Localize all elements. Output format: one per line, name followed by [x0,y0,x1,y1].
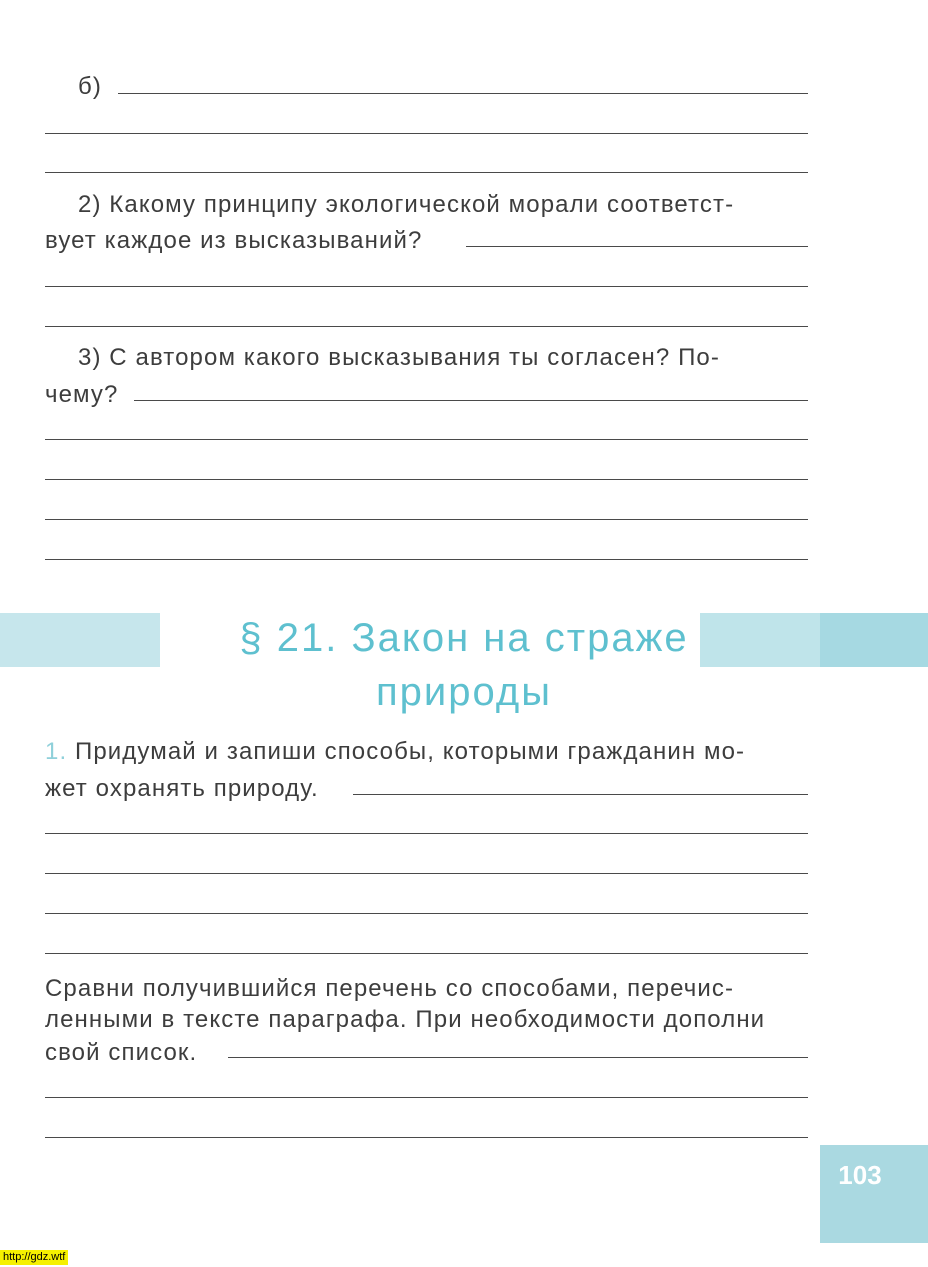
answer-line[interactable] [118,93,808,94]
answer-line[interactable] [353,794,808,795]
answer-line[interactable] [45,439,808,440]
answer-line[interactable] [45,133,808,134]
answer-line[interactable] [45,1137,808,1138]
section-heading: § 21. Закон на страже [239,616,689,660]
task-1-text: Придумай и запиши способы, которыми гражданин мо- [75,738,746,765]
page-number-box [820,1145,928,1243]
answer-line[interactable] [228,1057,808,1058]
section-heading-continued: природы [376,670,552,714]
answer-line[interactable] [45,286,808,287]
answer-line[interactable] [134,400,808,401]
answer-line[interactable] [466,246,808,247]
answer-line[interactable] [45,326,808,327]
answer-line[interactable] [45,559,808,560]
compare-line-2: ленными в тексте параграфа. При необходимости дополни [45,1006,766,1033]
watermark-link[interactable]: http://gdz.wtf [0,1250,68,1265]
question-2-line-2: вует каждое из высказываний? [45,227,423,254]
task-1-line-1 [45,737,745,767]
answer-line[interactable] [45,953,808,954]
task-1-line-2: жет охранять природу. [45,775,319,802]
answer-line[interactable] [45,833,808,834]
answer-line[interactable] [45,873,808,874]
compare-line-1: Сравни получившийся перечень со способами, перечис- [45,975,735,1002]
answer-line[interactable] [45,172,808,173]
question-3-line-2: чему? [45,381,119,408]
part-b-label: б) [78,73,102,100]
question-3-line-1: 3) С автором какого высказывания ты согласен? По- [78,344,720,371]
page-number: 103 [838,1160,882,1190]
compare-line-3: свой список. [45,1039,198,1066]
answer-line[interactable] [45,519,808,520]
answer-line[interactable] [45,1097,808,1098]
question-2-line-1: 2) Какому принципу экологической морали соответст- [78,191,735,218]
task-number: 1. [45,738,68,765]
answer-line[interactable] [45,913,808,914]
answer-line[interactable] [45,479,808,480]
